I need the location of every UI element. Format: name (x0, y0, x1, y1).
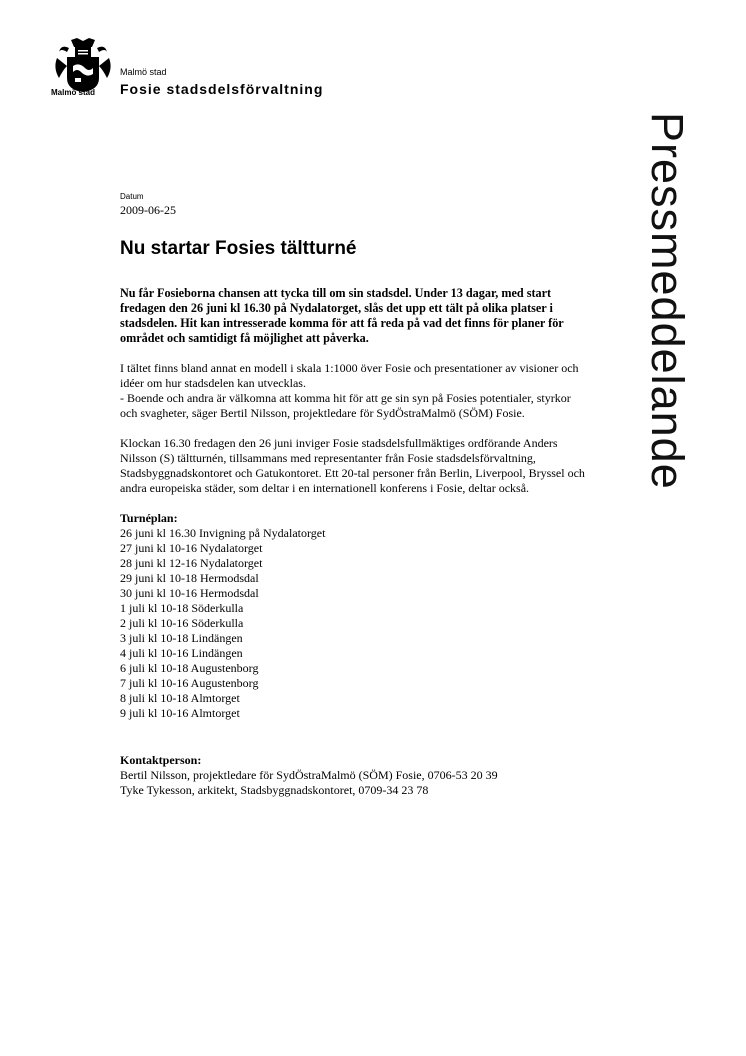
schedule-item: 26 juni kl 16.30 Invigning på Nydalatorget (120, 526, 326, 540)
schedule-item: 30 juni kl 10-16 Hermodsdal (120, 586, 259, 600)
schedule-item: 2 juli kl 10-16 Söderkulla (120, 616, 244, 630)
page-title: Nu startar Fosies tältturné (120, 238, 357, 259)
schedule-item: 9 juli kl 10-16 Almtorget (120, 706, 240, 720)
contact-section (120, 753, 590, 798)
document-type-label (642, 112, 695, 562)
schedule-item: 29 juni kl 10-18 Hermodsdal (120, 571, 259, 585)
lead-paragraph: Nu får Fosieborna chansen att tycka till om sin stadsdel. Under 13 dagar, med start fredagen den 26 juni kl 16.30 på Nydalatorget, slås det upp ett tält på olika platser i stadsdelen. Hit kan intresserade komma för att få reda på vad det finns för planer för området och samtidigt få möjlighet att påverka. (120, 286, 564, 345)
schedule-item: 4 juli kl 10-16 Lindängen (120, 646, 243, 660)
body-paragraph-1 (120, 361, 590, 421)
schedule-title: Turnéplan: (120, 511, 178, 525)
schedule-list (120, 526, 590, 721)
date-label: Datum (120, 192, 144, 201)
schedule-item: 3 juli kl 10-18 Lindängen (120, 631, 243, 645)
schedule-section (120, 511, 590, 721)
body-paragraph-2: Klockan 16.30 fredagen den 26 juni inviger Fosie stadsdelsfullmäktiges ordförande Anders Nilsson (S) tältturnén, tillsammans med representanter från Fosie stadsdelsförvaltning, Stadsbyggnadskontoret och Gatukontoret. Ett 20-tal personer från Berlin, Liverpool, Bryssel och andra europeiska städer, som deltar i en internationell konferens i Fosie, deltar också. (120, 436, 585, 495)
body-text-1a: I tältet finns bland annat en modell i skala 1:1000 över Fosie och presentationer av visioner och idéer om hur stadsdelen kan utvecklas. (120, 361, 579, 390)
schedule-item: 6 juli kl 10-18 Augustenborg (120, 661, 259, 675)
date-value: 2009-06-25 (120, 203, 176, 217)
organization-name: Fosie stadsdelsförvaltning (120, 81, 324, 97)
contact-line: Tyke Tykesson, arkitekt, Stadsbyggnadskontoret, 0709-34 23 78 (120, 783, 429, 797)
schedule-item: 27 juni kl 10-16 Nydalatorget (120, 541, 263, 555)
schedule-item: 8 juli kl 10-18 Almtorget (120, 691, 240, 705)
contact-line: Bertil Nilsson, projektledare för SydÖstraMalmö (SÖM) Fosie, 0706-53 20 39 (120, 768, 498, 782)
contact-title: Kontaktperson: (120, 753, 202, 767)
schedule-item: 7 juli kl 10-16 Augustenborg (120, 676, 259, 690)
body-text-1b: - Boende och andra är välkomna att komma hit för att ge sin syn på Fosies potentialer, styrkor och svagheter, säger Bertil Nilsson, projektledare för SydÖstraMalmö (SÖM) Fosie. (120, 391, 571, 420)
schedule-item: 1 juli kl 10-18 Söderkulla (120, 601, 244, 615)
organization-city: Malmö stad (120, 67, 167, 77)
schedule-item: 28 juni kl 12-16 Nydalatorget (120, 556, 263, 570)
article-body (120, 286, 590, 798)
document-type-text: Pressmeddelande (642, 112, 693, 490)
logo-caption: Malmö stad (51, 88, 96, 97)
